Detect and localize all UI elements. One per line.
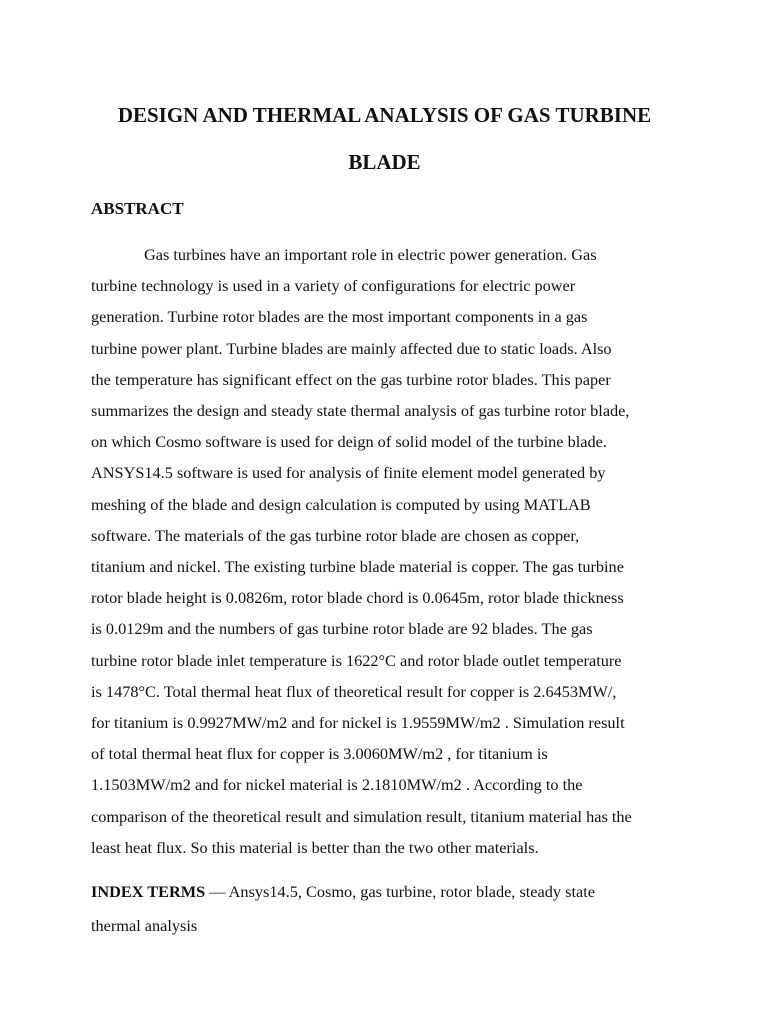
- abstract-line: Gas turbines have an important role in electric power generation. Gas: [144, 245, 597, 264]
- index-terms-text: — Ansys14.5, Cosmo, gas turbine, rotor blade, steady state: [205, 882, 595, 902]
- index-terms-label: INDEX TERMS: [91, 882, 206, 902]
- abstract-line: turbine rotor blade inlet temperature is 1622°C and rotor blade outlet temperature: [91, 650, 622, 670]
- abstract-heading: ABSTRACT: [91, 199, 184, 218]
- abstract-paragraph: [91, 239, 678, 863]
- index-terms-line-1: [91, 875, 678, 909]
- abstract-line: turbine power plant. Turbine blades are mainly affected due to static loads. Also: [91, 338, 612, 358]
- abstract-line: is 0.0129m and the numbers of gas turbine rotor blade are 92 blades. The gas: [91, 619, 593, 639]
- abstract-line: on which Cosmo software is used for deign of solid model of the turbine blade.: [91, 432, 607, 452]
- abstract-line: ANSYS14.5 software is used for analysis of finite element model generated by: [91, 463, 606, 483]
- abstract-line: is 1478°C. Total thermal heat flux of theoretical result for copper is 2.6453MW/,: [91, 681, 617, 701]
- abstract-line: comparison of the theoretical result and simulation result, titanium material has the: [91, 806, 632, 826]
- index-terms: [91, 875, 678, 943]
- abstract-line: least heat flux. So this material is better than the two other materials.: [91, 837, 539, 857]
- abstract-line: titanium and nickel. The existing turbine blade material is copper. The gas turbine: [91, 557, 624, 577]
- abstract-line: for titanium is 0.9927MW/m2 and for nickel is 1.9559MW/m2 . Simulation result: [91, 713, 625, 733]
- paper-title: [91, 92, 678, 186]
- abstract-line: rotor blade height is 0.0826m, rotor blade chord is 0.0645m, rotor blade thickness: [91, 588, 624, 608]
- paper-title-line-2: BLADE: [348, 150, 421, 174]
- abstract-line: of total thermal heat flux for copper is 3.0060MW/m2 , for titanium is: [91, 744, 548, 764]
- index-terms-line-2: thermal analysis: [91, 916, 198, 936]
- abstract-line: software. The materials of the gas turbine rotor blade are chosen as copper,: [91, 525, 580, 545]
- abstract-line: meshing of the blade and design calculation is computed by using MATLAB: [91, 494, 591, 514]
- abstract-line: 1.1503MW/m2 and for nickel material is 2.1810MW/m2 . According to the: [91, 775, 583, 795]
- abstract-line: generation. Turbine rotor blades are the most important components in a gas: [91, 307, 588, 327]
- abstract-line: the temperature has significant effect on the gas turbine rotor blades. This paper: [91, 369, 611, 389]
- abstract-line: turbine technology is used in a variety of configurations for electric power: [91, 276, 576, 296]
- paper-title-line-1: DESIGN AND THERMAL ANALYSIS OF GAS TURBINE: [117, 103, 652, 127]
- abstract-line: summarizes the design and steady state thermal analysis of gas turbine rotor blade,: [91, 401, 630, 421]
